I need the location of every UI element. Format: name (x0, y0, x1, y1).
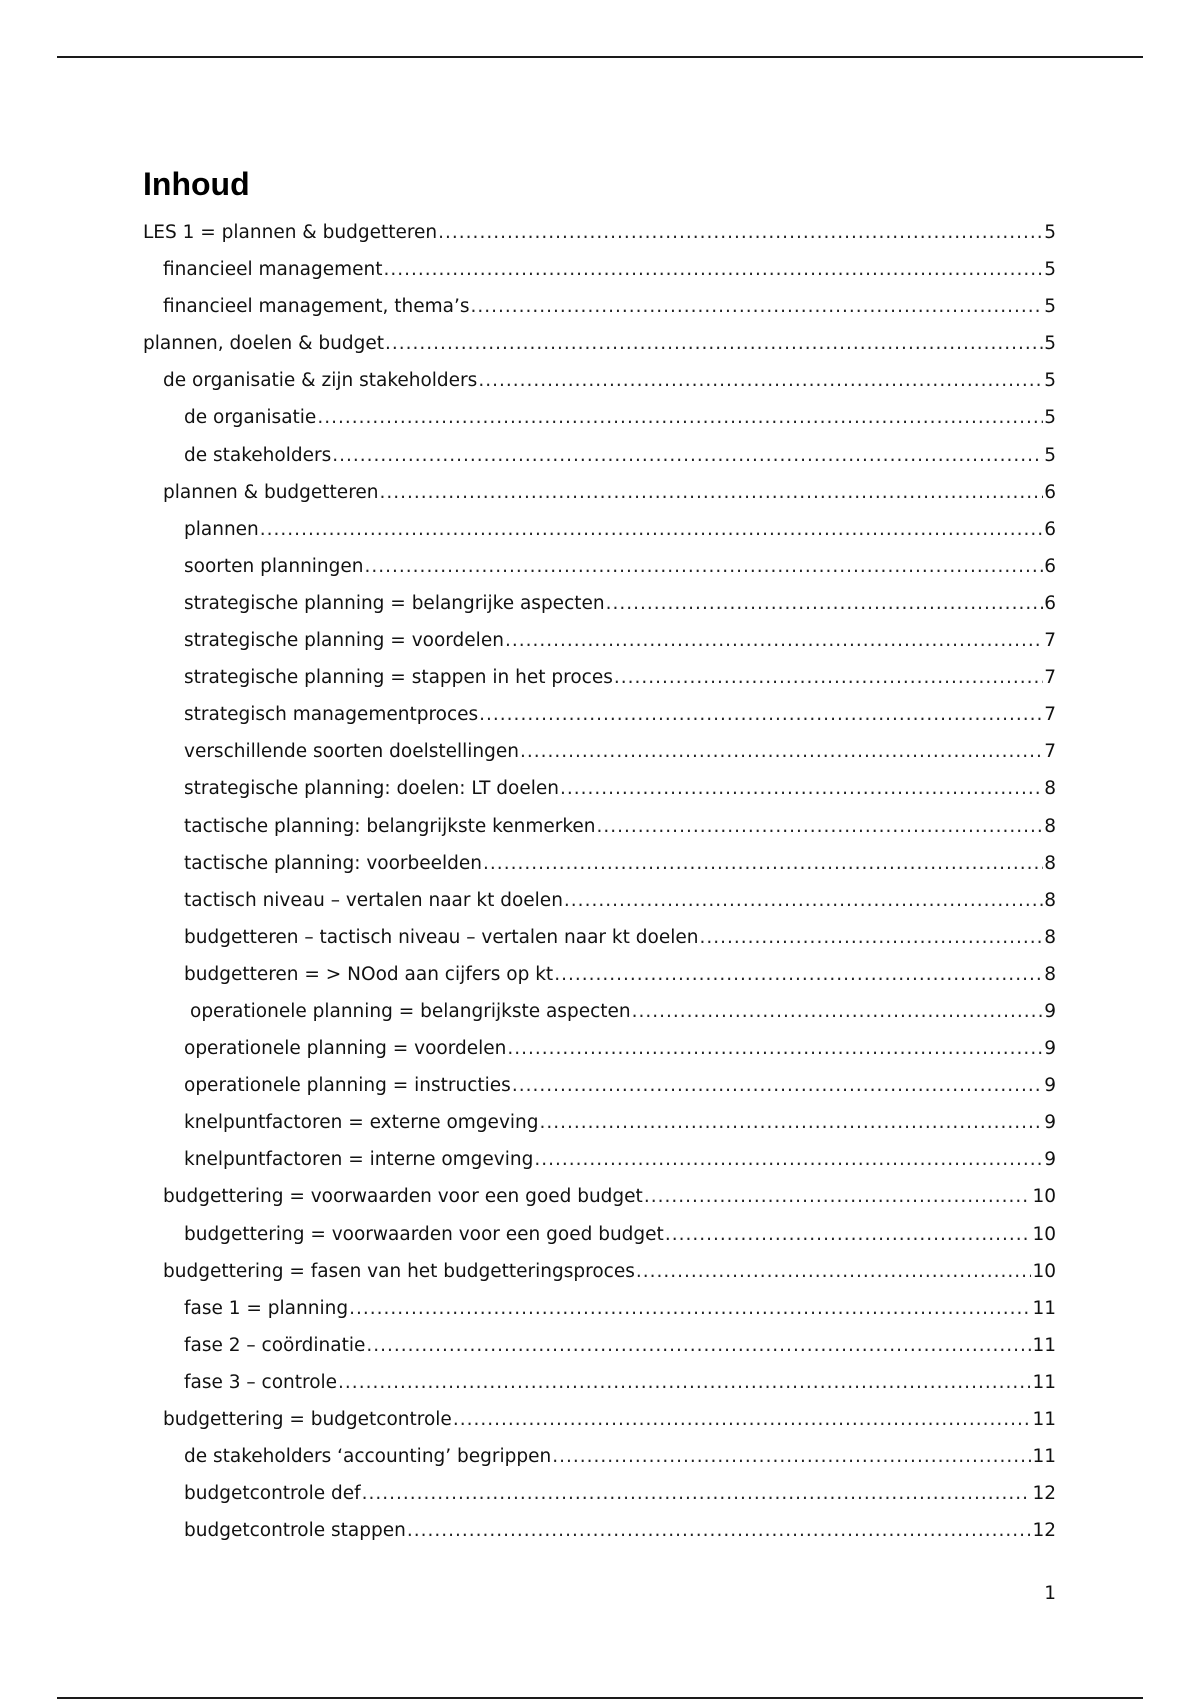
toc-dot-leader (534, 1146, 1043, 1174)
toc-dot-leader (636, 1258, 1032, 1286)
toc-entry-page: 5 (1044, 222, 1056, 243)
toc-entry-title: operationele planning = belangrijkste aspecten (190, 1000, 631, 1022)
toc-entry-title: soorten planningen (184, 555, 364, 577)
toc-entry-title: de stakeholders ‘accounting’ begrippen (184, 1446, 552, 1468)
toc-entry[interactable] (143, 516, 1056, 553)
toc-entry-page: 7 (1044, 630, 1056, 652)
toc-entry[interactable] (143, 590, 1056, 627)
toc-entry-page: 8 (1044, 889, 1056, 911)
toc-entry-page: 10 (1032, 1260, 1056, 1282)
toc-entry-page: 5 (1044, 259, 1056, 281)
toc-heading: Inhoud (143, 166, 250, 202)
toc-dot-leader (699, 924, 1043, 952)
toc-entry-page: 9 (1044, 1075, 1056, 1097)
toc-entry-title: de organisatie (184, 407, 317, 429)
toc-dot-leader (644, 1183, 1032, 1211)
toc-entry[interactable] (143, 1295, 1056, 1332)
toc-entry-page: 11 (1032, 1297, 1056, 1319)
toc-entry[interactable] (143, 998, 1056, 1035)
toc-dot-leader (520, 738, 1043, 766)
toc-dot-leader (483, 850, 1043, 878)
toc-entry-page: 9 (1044, 1149, 1056, 1171)
table-of-contents (143, 219, 1056, 1554)
toc-entry-title: de stakeholders (184, 444, 332, 466)
toc-entry[interactable] (143, 701, 1056, 738)
toc-entry[interactable] (143, 813, 1056, 850)
toc-entry-page: 5 (1044, 444, 1056, 466)
toc-dot-leader (380, 479, 1044, 507)
toc-dot-leader (554, 961, 1043, 989)
toc-entry[interactable] (143, 1406, 1056, 1443)
toc-entry-title: knelpuntfactoren = externe omgeving (184, 1112, 539, 1134)
toc-entry[interactable] (143, 1258, 1056, 1295)
toc-entry-title: budgetteren – tactisch niveau – vertalen naar kt doelen (184, 926, 699, 948)
toc-entry-title: strategische planning = voordelen (184, 630, 504, 652)
toc-entry-page: 5 (1044, 370, 1056, 392)
toc-entry-title: strategisch managementproces (184, 704, 479, 726)
toc-entry[interactable] (143, 627, 1056, 664)
toc-dot-leader (332, 442, 1043, 470)
toc-entry-title: operationele planning = voordelen (184, 1038, 507, 1060)
toc-entry-page: 6 (1044, 555, 1056, 577)
toc-entry[interactable] (143, 1480, 1056, 1517)
toc-entry-title: verschillende soorten doelstellingen (184, 741, 519, 763)
toc-entry[interactable] (143, 367, 1056, 404)
toc-entry-page: 7 (1044, 741, 1056, 763)
toc-entry[interactable] (143, 961, 1056, 998)
toc-entry-title: plannen, doelen & budget (143, 333, 385, 355)
toc-dot-leader (383, 256, 1043, 284)
toc-entry[interactable] (143, 404, 1056, 441)
toc-entry-page: 9 (1044, 1112, 1056, 1134)
toc-entry[interactable] (143, 256, 1056, 293)
toc-dot-leader (507, 1035, 1043, 1063)
toc-entry-page: 6 (1044, 592, 1056, 614)
toc-entry-title: budgetcontrole def (184, 1483, 361, 1505)
toc-entry[interactable] (143, 1035, 1056, 1072)
toc-dot-leader (479, 701, 1043, 729)
toc-entry-page: 8 (1044, 815, 1056, 837)
toc-entry[interactable] (143, 479, 1056, 516)
page-top-rule (57, 56, 1143, 58)
toc-dot-leader (478, 367, 1043, 395)
toc-dot-leader (552, 1443, 1031, 1471)
toc-entry[interactable] (143, 924, 1056, 961)
toc-entry-title: budgetteren = > NOod aan cijfers op kt (184, 963, 554, 985)
toc-entry[interactable] (143, 1443, 1056, 1480)
toc-dot-leader (505, 627, 1043, 655)
toc-dot-leader (338, 1369, 1031, 1397)
toc-entry-title: plannen (184, 518, 259, 540)
toc-entry[interactable] (143, 664, 1056, 701)
toc-entry-title: tactische planning: voorbeelden (184, 852, 483, 874)
toc-dot-leader (438, 219, 1043, 247)
toc-dot-leader (632, 998, 1044, 1026)
toc-entry[interactable] (143, 887, 1056, 924)
toc-entry-page: 5 (1044, 296, 1056, 318)
toc-entry-title: budgettering = voorwaarden voor een goed budget (184, 1223, 664, 1245)
toc-entry[interactable] (143, 1146, 1056, 1183)
toc-entry-title: strategische planning: doelen: LT doelen (184, 778, 559, 800)
toc-entry-page: 6 (1044, 518, 1056, 540)
toc-entry[interactable] (143, 1332, 1056, 1369)
toc-entry-title: budgettering = fasen van het budgetteringsproces (163, 1260, 635, 1282)
toc-entry-title: knelpuntfactoren = interne omgeving (184, 1149, 534, 1171)
toc-entry-title: de organisatie & zijn stakeholders (163, 370, 478, 392)
toc-entry[interactable] (143, 442, 1056, 479)
toc-entry[interactable] (143, 1221, 1056, 1258)
toc-entry-title: budgettering = budgetcontrole (163, 1409, 452, 1430)
toc-entry-page: 10 (1032, 1223, 1056, 1245)
toc-entry-title: LES 1 = plannen & budgetteren (143, 222, 438, 243)
toc-entry[interactable] (143, 1072, 1056, 1109)
toc-entry-page: 7 (1044, 667, 1056, 689)
toc-entry-title: tactische planning: belangrijkste kenmerken (184, 815, 596, 837)
toc-dot-leader (564, 887, 1043, 915)
toc-entry-page: 12 (1032, 1483, 1056, 1505)
toc-entry[interactable] (143, 330, 1056, 367)
toc-entry-page: 8 (1044, 926, 1056, 948)
toc-entry-page: 11 (1032, 1371, 1056, 1393)
toc-dot-leader (362, 1480, 1032, 1508)
toc-entry[interactable] (143, 219, 1056, 256)
toc-entry-page: 7 (1044, 704, 1056, 726)
toc-entry[interactable] (143, 1369, 1056, 1406)
toc-entry[interactable] (143, 1109, 1056, 1146)
toc-entry-page: 8 (1044, 852, 1056, 874)
toc-entry-page: 10 (1032, 1186, 1056, 1208)
toc-dot-leader (407, 1517, 1032, 1545)
toc-entry-title: fase 1 = planning (184, 1297, 349, 1319)
toc-entry-page: 8 (1044, 778, 1056, 800)
toc-dot-leader (365, 553, 1044, 581)
toc-entry-title: budgetcontrole stappen (184, 1520, 406, 1542)
toc-entry[interactable] (143, 738, 1056, 775)
toc-dot-leader (606, 590, 1044, 618)
toc-dot-leader (453, 1406, 1032, 1434)
toc-entry-page: 12 (1032, 1520, 1056, 1542)
toc-entry-title: operationele planning = instructies (184, 1075, 511, 1097)
toc-dot-leader (512, 1072, 1043, 1100)
toc-entry-title: plannen & budgetteren (163, 481, 379, 503)
page-number: 1 (1044, 1583, 1056, 1604)
toc-entry-page: 6 (1044, 481, 1056, 503)
toc-entry-title: strategische planning = stappen in het proces (184, 667, 613, 689)
toc-dot-leader (614, 664, 1043, 692)
toc-dot-leader (385, 330, 1043, 358)
toc-entry-page: 5 (1044, 333, 1056, 355)
toc-entry-page: 11 (1032, 1446, 1056, 1468)
toc-entry-page: 9 (1044, 1038, 1056, 1060)
toc-dot-leader (260, 516, 1043, 544)
page-bottom-rule (57, 1697, 1143, 1699)
toc-entry-page: 11 (1032, 1334, 1056, 1356)
toc-dot-leader (597, 813, 1044, 841)
toc-dot-leader (470, 293, 1043, 321)
toc-entry-title: financieel management, thema’s (163, 296, 470, 318)
toc-entry-page: 8 (1044, 963, 1056, 985)
toc-entry-title: fase 3 – controle (184, 1371, 338, 1393)
toc-entry-title: financieel management (163, 259, 383, 281)
toc-entry-page: 9 (1044, 1000, 1056, 1022)
toc-entry[interactable] (143, 1517, 1056, 1554)
toc-entry[interactable] (143, 293, 1056, 330)
toc-dot-leader (560, 775, 1043, 803)
toc-entry[interactable] (143, 850, 1056, 887)
toc-entry[interactable] (143, 553, 1056, 590)
toc-entry-page: 11 (1032, 1409, 1056, 1430)
toc-entry-title: fase 2 – coördinatie (184, 1334, 366, 1356)
toc-entry-title: strategische planning = belangrijke aspecten (184, 592, 605, 614)
toc-dot-leader (366, 1332, 1031, 1360)
toc-dot-leader (540, 1109, 1044, 1137)
toc-entry-title: tactisch niveau – vertalen naar kt doelen (184, 889, 563, 911)
toc-dot-leader (665, 1221, 1032, 1249)
toc-dot-leader (317, 404, 1043, 432)
toc-entry-page: 5 (1044, 407, 1056, 429)
toc-dot-leader (349, 1295, 1031, 1323)
toc-entry-title: budgettering = voorwaarden voor een goed budget (163, 1186, 643, 1208)
toc-entry[interactable] (143, 775, 1056, 812)
toc-entry[interactable] (143, 1183, 1056, 1220)
